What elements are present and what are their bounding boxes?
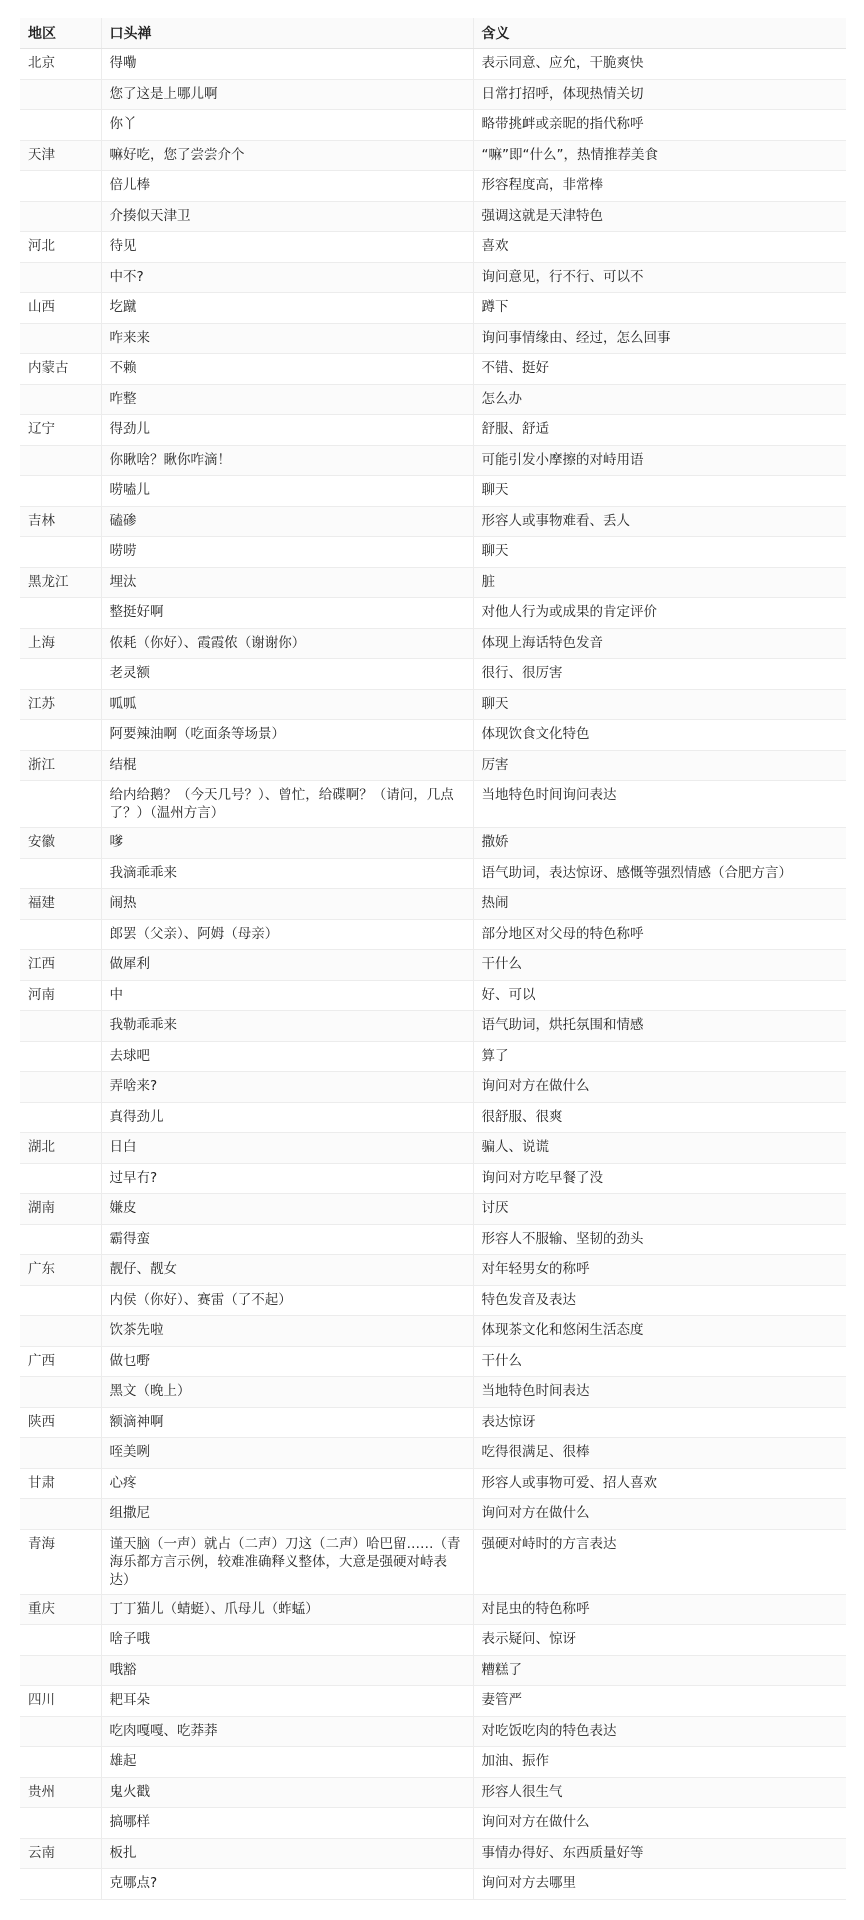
cell-catchphrase: 去球吧 [101, 1041, 473, 1072]
table-row [20, 384, 846, 415]
table-row [20, 889, 846, 920]
table-row [20, 1102, 846, 1133]
cell-region: 广西 [20, 1346, 101, 1377]
cell-meaning: 询问意见，行不行、可以不 [473, 262, 846, 293]
table-row [20, 171, 846, 202]
table-row [20, 323, 846, 354]
table-row [20, 293, 846, 324]
cell-meaning: 讨厌 [473, 1194, 846, 1225]
cell-meaning: 语气助词，烘托氛围和情感 [473, 1011, 846, 1042]
cell-region [20, 79, 101, 110]
cell-region: 重庆 [20, 1594, 101, 1625]
cell-catchphrase: 咋整 [101, 384, 473, 415]
cell-catchphrase: 弄啥来? [101, 1072, 473, 1103]
cell-region [20, 659, 101, 690]
cell-catchphrase: 你丫 [101, 110, 473, 141]
cell-meaning: 当地特色时间询问表达 [473, 781, 846, 828]
cell-meaning: 聊天 [473, 689, 846, 720]
cell-meaning: 体现饮食文化特色 [473, 720, 846, 751]
cell-catchphrase: 组撒尼 [101, 1499, 473, 1530]
cell-region: 四川 [20, 1686, 101, 1717]
table-row [20, 506, 846, 537]
cell-catchphrase: 嫌皮 [101, 1194, 473, 1225]
cell-meaning: 很行、很厉害 [473, 659, 846, 690]
cell-catchphrase: 咋来来 [101, 323, 473, 354]
cell-region: 浙江 [20, 750, 101, 781]
cell-catchphrase: 中不? [101, 262, 473, 293]
cell-region: 贵州 [20, 1777, 101, 1808]
cell-catchphrase: 老灵额 [101, 659, 473, 690]
cell-catchphrase: 克哪点? [101, 1869, 473, 1900]
header-region: 地区 [20, 18, 101, 49]
table-row [20, 1194, 846, 1225]
cell-catchphrase: 雄起 [101, 1747, 473, 1778]
cell-region [20, 1747, 101, 1778]
cell-catchphrase: 板扎 [101, 1838, 473, 1869]
table-row [20, 1594, 846, 1625]
cell-region [20, 1869, 101, 1900]
table-row [20, 1072, 846, 1103]
cell-catchphrase: 吃肉嘎嘎、吃莽莽 [101, 1716, 473, 1747]
cell-region [20, 323, 101, 354]
cell-catchphrase: 结棍 [101, 750, 473, 781]
cell-catchphrase: 心疼 [101, 1468, 473, 1499]
table-row [20, 1285, 846, 1316]
table-row [20, 689, 846, 720]
table-row [20, 628, 846, 659]
cell-meaning: 聊天 [473, 537, 846, 568]
cell-meaning: 体现茶文化和悠闲生活态度 [473, 1316, 846, 1347]
cell-region: 安徽 [20, 828, 101, 859]
cell-meaning: 撒娇 [473, 828, 846, 859]
cell-region: 河南 [20, 980, 101, 1011]
cell-region [20, 262, 101, 293]
table-row [20, 1255, 846, 1286]
table-row [20, 537, 846, 568]
cell-region: 北京 [20, 49, 101, 80]
table-row [20, 415, 846, 446]
cell-catchphrase: 耙耳朵 [101, 1686, 473, 1717]
cell-region: 上海 [20, 628, 101, 659]
cell-meaning: 吃得很满足、很棒 [473, 1438, 846, 1469]
cell-catchphrase: 我勒乖乖来 [101, 1011, 473, 1042]
table-row [20, 1438, 846, 1469]
cell-meaning: 很舒服、很爽 [473, 1102, 846, 1133]
cell-catchphrase: 鬼火戳 [101, 1777, 473, 1808]
table-row [20, 1716, 846, 1747]
cell-catchphrase: 你瞅啥？瞅你咋滴！ [101, 445, 473, 476]
cell-catchphrase: 阿要辣油啊（吃面条等场景） [101, 720, 473, 751]
cell-meaning: 不错、挺好 [473, 354, 846, 385]
cell-catchphrase: 倍儿棒 [101, 171, 473, 202]
cell-meaning: 形容人或事物可爱、招人喜欢 [473, 1468, 846, 1499]
table-row [20, 1041, 846, 1072]
cell-catchphrase: 唠唠 [101, 537, 473, 568]
cell-region: 湖南 [20, 1194, 101, 1225]
cell-region [20, 110, 101, 141]
cell-region [20, 858, 101, 889]
cell-meaning: 询问事情缘由、经过，怎么回事 [473, 323, 846, 354]
cell-region [20, 1041, 101, 1072]
cell-catchphrase: 不赖 [101, 354, 473, 385]
cell-region [20, 1224, 101, 1255]
cell-catchphrase: 靓仔、靓女 [101, 1255, 473, 1286]
cell-region [20, 919, 101, 950]
dialect-table-container [20, 18, 846, 1900]
cell-catchphrase: 真得劲儿 [101, 1102, 473, 1133]
cell-meaning: 糟糕了 [473, 1655, 846, 1686]
cell-region [20, 537, 101, 568]
cell-catchphrase: 哦豁 [101, 1655, 473, 1686]
table-row [20, 140, 846, 171]
cell-meaning: 舒服、舒适 [473, 415, 846, 446]
cell-meaning: 脏 [473, 567, 846, 598]
cell-region [20, 1716, 101, 1747]
cell-region: 辽宁 [20, 415, 101, 446]
table-body [20, 49, 846, 1900]
cell-region: 甘肃 [20, 1468, 101, 1499]
table-row [20, 1529, 846, 1594]
cell-catchphrase: 嘛好吃，您了尝尝介个 [101, 140, 473, 171]
cell-region [20, 720, 101, 751]
cell-catchphrase: 得嘞 [101, 49, 473, 80]
table-header [20, 18, 846, 49]
cell-catchphrase: 做乜嘢 [101, 1346, 473, 1377]
table-row [20, 354, 846, 385]
cell-catchphrase: 整挺好啊 [101, 598, 473, 629]
table-row [20, 1011, 846, 1042]
cell-meaning: 体现上海话特色发音 [473, 628, 846, 659]
cell-meaning: 询问对方去哪里 [473, 1869, 846, 1900]
table-row [20, 659, 846, 690]
cell-meaning: 询问对方在做什么 [473, 1808, 846, 1839]
cell-region [20, 1499, 101, 1530]
cell-region: 江苏 [20, 689, 101, 720]
cell-region [20, 171, 101, 202]
cell-meaning: 形容人或事物难看、丢人 [473, 506, 846, 537]
cell-catchphrase: 闹热 [101, 889, 473, 920]
cell-meaning: 加油、振作 [473, 1747, 846, 1778]
cell-region [20, 1316, 101, 1347]
table-row [20, 1468, 846, 1499]
cell-catchphrase: 黑文（晚上） [101, 1377, 473, 1408]
cell-meaning: 干什么 [473, 1346, 846, 1377]
cell-catchphrase: 啥子哦 [101, 1625, 473, 1656]
cell-meaning: “嘛”即“什么”，热情推荐美食 [473, 140, 846, 171]
cell-catchphrase: 磕碜 [101, 506, 473, 537]
cell-meaning: 询问对方在做什么 [473, 1072, 846, 1103]
cell-catchphrase: 侬耗（你好）、霞霞侬（谢谢你） [101, 628, 473, 659]
table-row [20, 598, 846, 629]
header-catchphrase: 口头禅 [101, 18, 473, 49]
table-row [20, 567, 846, 598]
cell-meaning: 好、可以 [473, 980, 846, 1011]
cell-catchphrase: 唠嗑儿 [101, 476, 473, 507]
table-row [20, 1346, 846, 1377]
cell-region: 广东 [20, 1255, 101, 1286]
table-row [20, 950, 846, 981]
table-row [20, 1808, 846, 1839]
cell-catchphrase: 您了这是上哪儿啊 [101, 79, 473, 110]
table-row [20, 1377, 846, 1408]
cell-region [20, 1438, 101, 1469]
cell-meaning: 询问对方吃早餐了没 [473, 1163, 846, 1194]
cell-meaning: 部分地区对父母的特色称呼 [473, 919, 846, 950]
cell-region: 河北 [20, 232, 101, 263]
cell-meaning: 对他人行为或成果的肯定评价 [473, 598, 846, 629]
cell-region: 吉林 [20, 506, 101, 537]
table-row [20, 1163, 846, 1194]
cell-meaning: 事情办得好、东西质量好等 [473, 1838, 846, 1869]
cell-catchphrase: 我滴乖乖来 [101, 858, 473, 889]
cell-meaning: 形容人不服输、坚韧的劲头 [473, 1224, 846, 1255]
cell-catchphrase: 得劲儿 [101, 415, 473, 446]
cell-catchphrase: 待见 [101, 232, 473, 263]
cell-region [20, 445, 101, 476]
cell-meaning: 对年轻男女的称呼 [473, 1255, 846, 1286]
cell-catchphrase: 给内给鹅？（今天几号？）、曾忙，给碟啊？（请问，几点了？）（温州方言） [101, 781, 473, 828]
table-row [20, 232, 846, 263]
cell-meaning: 厉害 [473, 750, 846, 781]
cell-meaning: 聊天 [473, 476, 846, 507]
cell-meaning: 算了 [473, 1041, 846, 1072]
cell-meaning: 形容人很生气 [473, 1777, 846, 1808]
cell-meaning: 特色发音及表达 [473, 1285, 846, 1316]
cell-meaning: 对吃饭吃肉的特色表达 [473, 1716, 846, 1747]
cell-region [20, 1072, 101, 1103]
cell-catchphrase: 丁丁猫儿（蜻蜓）、爪母儿（蚱蜢） [101, 1594, 473, 1625]
cell-catchphrase: 呱呱 [101, 689, 473, 720]
cell-region: 黑龙江 [20, 567, 101, 598]
cell-region [20, 781, 101, 828]
dialect-table [20, 18, 846, 1900]
cell-catchphrase: 中 [101, 980, 473, 1011]
cell-meaning: 表达惊讶 [473, 1407, 846, 1438]
cell-region [20, 598, 101, 629]
cell-region [20, 1163, 101, 1194]
cell-meaning: 干什么 [473, 950, 846, 981]
cell-region [20, 1808, 101, 1839]
cell-catchphrase: 郎罢（父亲）、阿姆（母亲） [101, 919, 473, 950]
cell-region [20, 1102, 101, 1133]
cell-catchphrase: 咥美咧 [101, 1438, 473, 1469]
cell-meaning: 热闹 [473, 889, 846, 920]
cell-meaning: 略带挑衅或亲昵的指代称呼 [473, 110, 846, 141]
cell-region [20, 1377, 101, 1408]
cell-catchphrase: 圪蹴 [101, 293, 473, 324]
cell-catchphrase: 过早冇? [101, 1163, 473, 1194]
table-row [20, 1407, 846, 1438]
cell-region [20, 384, 101, 415]
cell-meaning: 表示疑问、惊讶 [473, 1625, 846, 1656]
cell-catchphrase: 饮茶先啦 [101, 1316, 473, 1347]
cell-region [20, 476, 101, 507]
cell-meaning: 骗人、说谎 [473, 1133, 846, 1164]
cell-region: 江西 [20, 950, 101, 981]
cell-meaning: 形容程度高，非常棒 [473, 171, 846, 202]
table-row [20, 1869, 846, 1900]
cell-meaning: 怎么办 [473, 384, 846, 415]
table-row [20, 781, 846, 828]
cell-region: 山西 [20, 293, 101, 324]
cell-catchphrase: 嗲 [101, 828, 473, 859]
cell-catchphrase: 霸得蛮 [101, 1224, 473, 1255]
cell-region [20, 1625, 101, 1656]
cell-meaning: 妻管严 [473, 1686, 846, 1717]
cell-region: 湖北 [20, 1133, 101, 1164]
cell-catchphrase: 埋汰 [101, 567, 473, 598]
table-row [20, 858, 846, 889]
table-row [20, 262, 846, 293]
table-row [20, 79, 846, 110]
cell-catchphrase: 搞哪样 [101, 1808, 473, 1839]
cell-meaning: 当地特色时间表达 [473, 1377, 846, 1408]
table-row [20, 445, 846, 476]
cell-region: 天津 [20, 140, 101, 171]
cell-catchphrase: 谨天脑（一声）就占（二声）刀这（二声）哈巴留……（青海乐都方言示例，较难准确释义整体，大意是强硬对峙表达） [101, 1529, 473, 1594]
header-row [20, 18, 846, 49]
cell-catchphrase: 介揍似天津卫 [101, 201, 473, 232]
cell-meaning: 语气助词，表达惊讶、感慨等强烈情感（合肥方言） [473, 858, 846, 889]
cell-catchphrase: 内侯（你好）、赛雷（了不起） [101, 1285, 473, 1316]
cell-meaning: 日常打招呼，体现热情关切 [473, 79, 846, 110]
table-row [20, 476, 846, 507]
table-row [20, 720, 846, 751]
cell-meaning: 对昆虫的特色称呼 [473, 1594, 846, 1625]
cell-region [20, 1011, 101, 1042]
cell-catchphrase: 做犀利 [101, 950, 473, 981]
cell-region: 青海 [20, 1529, 101, 1594]
table-row [20, 1686, 846, 1717]
cell-meaning: 表示同意、应允，干脆爽快 [473, 49, 846, 80]
table-row [20, 828, 846, 859]
table-row [20, 1747, 846, 1778]
cell-meaning: 喜欢 [473, 232, 846, 263]
cell-region [20, 201, 101, 232]
table-row [20, 1316, 846, 1347]
cell-meaning: 强调这就是天津特色 [473, 201, 846, 232]
table-row [20, 1838, 846, 1869]
cell-region: 云南 [20, 1838, 101, 1869]
cell-catchphrase: 额滴神啊 [101, 1407, 473, 1438]
table-row [20, 1499, 846, 1530]
table-row [20, 1133, 846, 1164]
table-row [20, 1224, 846, 1255]
header-meaning: 含义 [473, 18, 846, 49]
table-row [20, 980, 846, 1011]
table-row [20, 750, 846, 781]
table-row [20, 1777, 846, 1808]
cell-meaning: 可能引发小摩擦的对峙用语 [473, 445, 846, 476]
table-row [20, 1655, 846, 1686]
table-row [20, 201, 846, 232]
table-row [20, 49, 846, 80]
cell-meaning: 询问对方在做什么 [473, 1499, 846, 1530]
cell-meaning: 强硬对峙时的方言表达 [473, 1529, 846, 1594]
cell-catchphrase: 日白 [101, 1133, 473, 1164]
cell-region [20, 1285, 101, 1316]
cell-region [20, 1655, 101, 1686]
table-row [20, 919, 846, 950]
cell-region: 内蒙古 [20, 354, 101, 385]
cell-region: 陕西 [20, 1407, 101, 1438]
cell-region: 福建 [20, 889, 101, 920]
table-row [20, 1625, 846, 1656]
table-row [20, 110, 846, 141]
cell-meaning: 蹲下 [473, 293, 846, 324]
